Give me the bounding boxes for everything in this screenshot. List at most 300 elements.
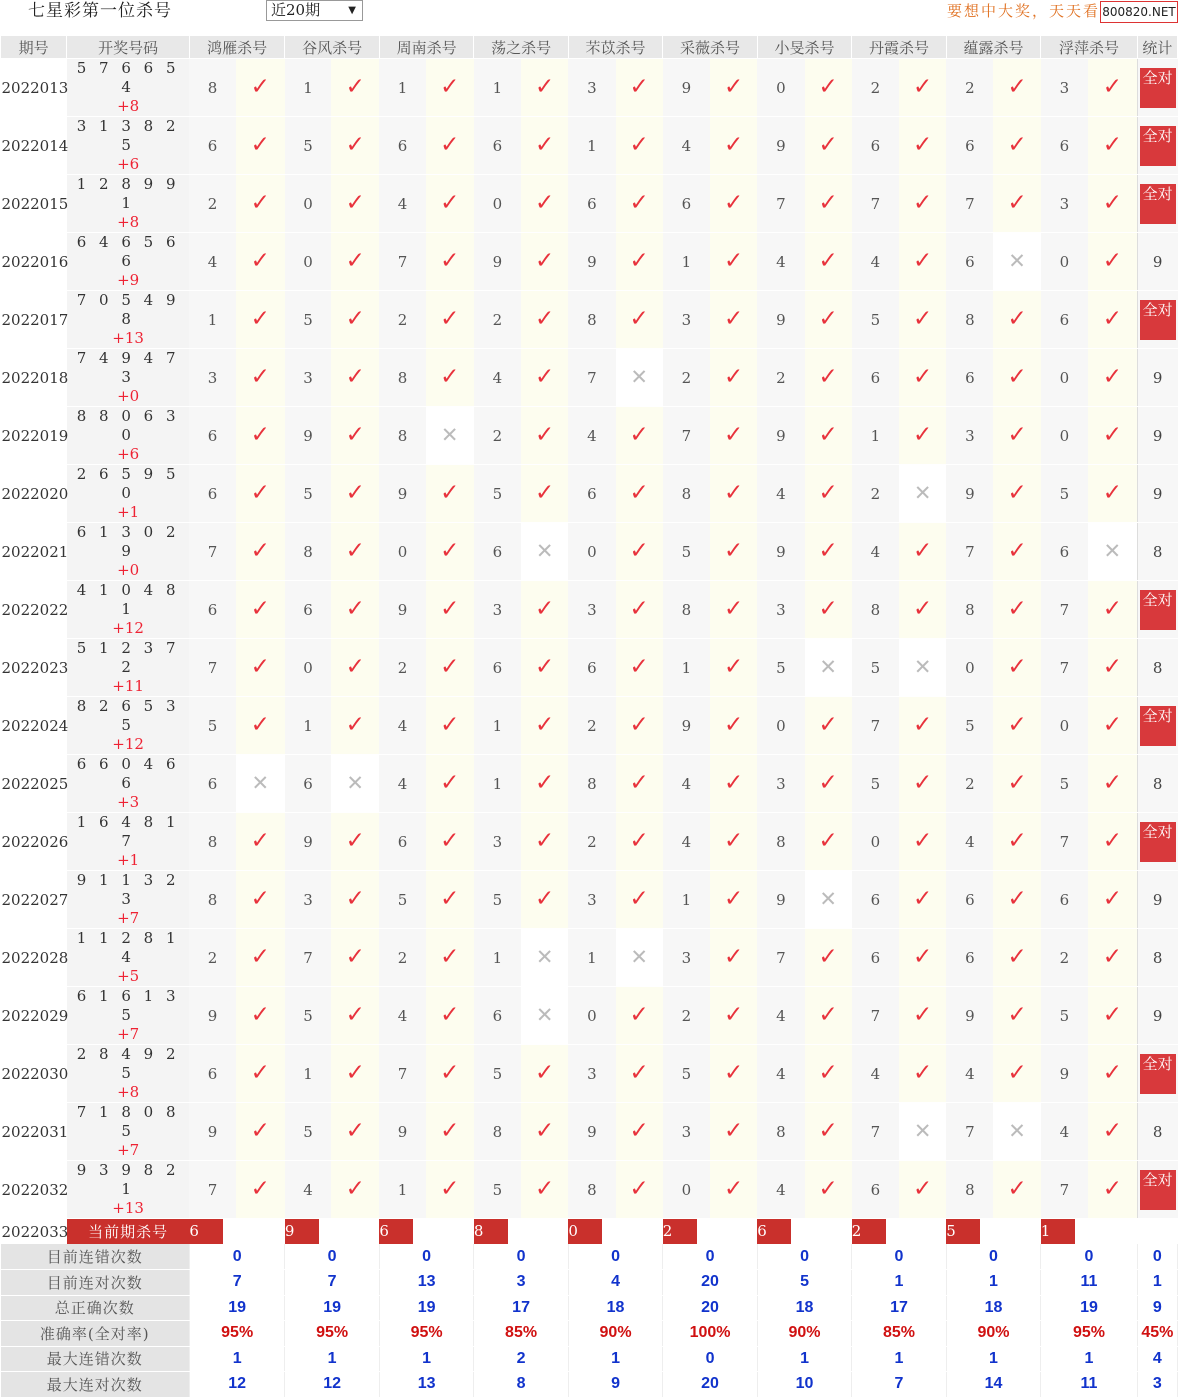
kill-mark-cell [1088,755,1137,813]
all-correct-badge: 全对 [1140,590,1176,630]
cross-icon: ✕ [819,655,837,679]
kill-mark-cell [710,1161,757,1219]
kill-mark-cell [236,581,285,639]
check-icon: ✓ [345,248,365,274]
kill-mark-cell [993,465,1040,523]
kill-mark-cell [899,59,946,117]
check-icon: ✓ [250,712,270,738]
kill-mark-cell [710,813,757,871]
table-row [1,233,1178,291]
summary-value: 0 [285,1244,379,1270]
header-expert[interactable]: 蕴露杀号 [946,36,1040,59]
check-icon: ✓ [250,1002,270,1028]
stat-count: 9 [1152,1006,1163,1025]
kill-mark-cell [1088,523,1137,581]
kill-value-cell: 7 [379,1045,425,1103]
check-icon: ✓ [818,1176,838,1202]
stat-cell [1137,59,1177,117]
issue-cell: 2022016 [1,233,67,291]
kill-mark-cell [236,291,285,349]
kill-value-cell: 4 [379,755,425,813]
kill-value-cell: 5 [474,465,521,523]
issue-cell: 2022015 [1,175,67,233]
check-icon: ✓ [818,74,838,100]
summary-value: 0 [852,1244,946,1270]
check-icon: ✓ [1007,1176,1027,1202]
kill-value-cell: 9 [1041,1045,1088,1103]
current-kill-spacer [710,1219,757,1245]
summary-value: 13 [379,1270,473,1296]
current-kill-cell [852,1219,899,1245]
check-icon: ✓ [724,944,744,970]
kill-mark-cell [899,291,946,349]
kill-value-cell: 9 [474,233,521,291]
kill-value-cell: 0 [474,175,521,233]
kill-mark-cell [805,117,852,175]
kill-mark-cell [993,233,1040,291]
check-icon: ✓ [1007,770,1027,796]
draw-sum: +12 [112,735,144,753]
kill-value-cell: 2 [757,349,804,407]
kill-mark-cell [616,465,663,523]
numbers-cell [67,407,190,465]
check-icon: ✓ [818,190,838,216]
kill-value-cell: 5 [1041,755,1088,813]
header-expert[interactable]: 丹霞杀号 [852,36,946,59]
kill-value-cell: 1 [852,407,899,465]
kill-value-cell: 6 [379,117,425,175]
stat-cell [1137,639,1177,697]
kill-mark-cell [1088,291,1137,349]
draw-numbers: 2 6 5 9 5 0 [76,465,180,502]
check-icon: ✓ [818,248,838,274]
kill-value-cell: 9 [285,813,331,871]
kill-value-cell: 6 [946,349,993,407]
summary-label: 最大连错次数 [1,1346,190,1372]
check-icon: ✓ [818,944,838,970]
draw-numbers: 3 1 3 8 2 5 [76,117,180,154]
check-icon: ✓ [535,1060,555,1086]
cross-icon: ✕ [535,945,554,969]
check-icon: ✓ [535,422,555,448]
check-icon: ✓ [818,422,838,448]
check-icon: ✓ [535,74,555,100]
check-icon: ✓ [1007,1002,1027,1028]
check-icon: ✓ [724,1176,744,1202]
check-icon: ✓ [1007,538,1027,564]
summary-value: 20 [663,1372,757,1398]
check-icon: ✓ [629,886,649,912]
kill-mark-cell [1088,1103,1137,1161]
header-expert[interactable]: 小旻杀号 [757,36,851,59]
check-icon: ✓ [724,190,744,216]
check-icon: ✓ [535,364,555,390]
issue-cell: 2022020 [1,465,67,523]
kill-value-cell: 8 [852,581,899,639]
summary-value: 10 [757,1372,851,1398]
kill-value-cell: 7 [285,929,331,987]
check-icon: ✓ [818,364,838,390]
draw-sum: +1 [117,503,140,521]
kill-mark-cell [1088,871,1137,929]
draw-sum: +9 [117,271,140,289]
kill-mark-cell [616,407,663,465]
kill-value-cell: 9 [946,465,993,523]
summary-value: 95% [1041,1321,1137,1347]
summary-value: 1 [379,1346,473,1372]
check-icon: ✓ [818,1060,838,1086]
kill-mark-cell [521,581,568,639]
kill-value-cell: 7 [946,1103,993,1161]
kill-value-cell: 5 [474,1045,521,1103]
check-icon: ✓ [724,712,744,738]
kill-mark-cell [616,1103,663,1161]
check-icon: ✓ [629,712,649,738]
check-icon: ✓ [1007,654,1027,680]
check-icon: ✓ [724,1002,744,1028]
kill-value-cell: 2 [474,291,521,349]
summary-value: 19 [379,1295,473,1321]
current-kill-cell [379,1219,425,1245]
check-icon: ✓ [629,132,649,158]
issue-cell: 2022026 [1,813,67,871]
kill-mark-cell [236,349,285,407]
summary-value: 85% [474,1321,568,1347]
kill-value-cell: 4 [663,813,710,871]
kill-value-cell: 6 [285,755,331,813]
summary-row [1,1372,1178,1398]
kill-value-cell: 5 [852,291,899,349]
summary-value: 19 [1041,1295,1137,1321]
kill-mark-cell [710,581,757,639]
summary-row [1,1295,1178,1321]
kill-mark-cell [236,755,285,813]
kill-value-cell: 8 [189,871,235,929]
check-icon: ✓ [912,1176,933,1202]
kill-mark-cell [710,987,757,1045]
kill-value-cell: 4 [474,349,521,407]
kill-value-cell: 1 [663,233,710,291]
numbers-cell [67,465,190,523]
kill-mark-cell [616,1045,663,1103]
kill-mark-cell [426,813,474,871]
kill-mark-cell [710,697,757,755]
current-kill-cell [474,1219,521,1245]
check-icon: ✓ [345,886,365,912]
summary-value: 18 [946,1295,1040,1321]
kill-mark-cell [710,465,757,523]
kill-mark-cell [899,987,946,1045]
kill-mark-cell [331,117,379,175]
all-correct-badge: 全对 [1140,1054,1176,1094]
table-row [1,523,1178,581]
kill-value-cell: 3 [285,349,331,407]
kill-mark-cell [710,117,757,175]
draw-numbers: 7 4 9 4 7 3 [76,349,180,386]
kill-mark-cell [805,1161,852,1219]
kill-mark-cell [993,1161,1040,1219]
current-kill-badge: 8 [474,1219,508,1244]
kill-value-cell: 8 [663,581,710,639]
check-icon: ✓ [818,596,838,622]
check-icon: ✓ [912,1060,933,1086]
kill-mark-cell [426,291,474,349]
kill-mark-cell [426,1103,474,1161]
kill-mark-cell [521,1045,568,1103]
kill-value-cell: 6 [568,175,615,233]
current-kill-spacer [1088,1219,1137,1245]
kill-value-cell: 6 [852,929,899,987]
kill-mark-cell [521,465,568,523]
kill-value-cell: 7 [1041,581,1088,639]
check-icon: ✓ [345,74,365,100]
issue-cell: 2022028 [1,929,67,987]
kill-mark-cell [236,1103,285,1161]
kill-value-cell: 7 [852,175,899,233]
kill-value-cell: 0 [757,59,804,117]
kill-mark-cell [521,407,568,465]
kill-mark-cell [331,407,379,465]
table-row [1,117,1178,175]
check-icon: ✓ [345,1060,365,1086]
kill-value-cell: 8 [379,407,425,465]
kill-mark-cell [426,581,474,639]
stat-cell [1137,523,1177,581]
header-expert[interactable]: 浮萍杀号 [1041,36,1137,59]
kill-value-cell: 7 [1041,639,1088,697]
header-expert[interactable]: 鸿雁杀号 [189,36,284,59]
header-expert[interactable]: 荡之杀号 [474,36,568,59]
cross-icon: ✕ [1008,249,1026,273]
kill-mark-cell [1088,929,1137,987]
cross-icon: ✕ [1103,539,1122,563]
current-kill-badge: 6 [189,1219,223,1244]
check-icon: ✓ [724,74,744,100]
check-icon: ✓ [440,828,460,854]
kill-value-cell: 7 [852,697,899,755]
issue-cell: 2022018 [1,349,67,407]
draw-numbers: 6 1 6 1 3 5 [76,987,180,1024]
kill-mark-cell [331,349,379,407]
cross-icon: ✕ [346,771,365,795]
kill-value-cell: 4 [946,813,993,871]
summary-value: 0 [757,1244,851,1270]
check-icon: ✓ [250,306,270,332]
check-icon: ✓ [1007,712,1027,738]
kill-mark-cell [899,407,946,465]
check-icon: ✓ [1007,480,1027,506]
header-issue: 期号 [1,36,67,59]
kill-value-cell: 6 [189,465,235,523]
check-icon: ✓ [724,1060,744,1086]
check-icon: ✓ [629,828,649,854]
header-expert[interactable]: 芣苡杀号 [568,36,662,59]
kill-mark-cell [993,1103,1040,1161]
stat-count: 8 [1152,658,1163,677]
summary-value: 95% [379,1321,473,1347]
check-icon: ✓ [1102,1060,1122,1086]
kill-value-cell: 2 [663,349,710,407]
kill-value-cell: 3 [189,349,235,407]
period-select-value: 近20期 [271,1,321,19]
check-icon: ✓ [724,886,744,912]
kill-mark-cell [899,523,946,581]
check-icon: ✓ [629,596,649,622]
header-expert[interactable]: 谷风杀号 [285,36,379,59]
check-icon: ✓ [345,538,365,564]
check-icon: ✓ [250,538,270,564]
kill-mark-cell [521,291,568,349]
table-row [1,755,1178,813]
check-icon: ✓ [724,422,744,448]
site-badge[interactable]: 800820.NET [1100,1,1178,23]
check-icon: ✓ [818,132,838,158]
kill-value-cell: 8 [379,349,425,407]
stat-cell [1137,581,1177,639]
kill-mark-cell [710,929,757,987]
kill-mark-cell [899,1045,946,1103]
kill-value-cell: 4 [757,465,804,523]
kill-mark-cell [426,117,474,175]
check-icon: ✓ [345,1118,365,1144]
check-icon: ✓ [724,248,744,274]
check-icon: ✓ [1102,770,1122,796]
kill-mark-cell [331,175,379,233]
table-row [1,1045,1178,1103]
kill-value-cell: 4 [757,987,804,1045]
period-select[interactable] [266,0,363,21]
kill-value-cell: 6 [189,1045,235,1103]
kill-mark-cell [331,697,379,755]
check-icon: ✓ [1007,364,1027,390]
kill-value-cell: 9 [379,581,425,639]
check-icon: ✓ [535,828,555,854]
kill-mark-cell [899,929,946,987]
stat-cell [1137,755,1177,813]
stat-cell [1137,929,1177,987]
kill-mark-cell [236,117,285,175]
cross-icon: ✕ [251,771,270,795]
kill-mark-cell [236,871,285,929]
draw-sum: +8 [117,213,140,231]
check-icon: ✓ [1102,654,1122,680]
kill-value-cell: 1 [285,59,331,117]
kill-value-cell: 2 [379,639,425,697]
numbers-cell [67,581,190,639]
check-icon: ✓ [440,770,460,796]
summary-value: 0 [189,1244,284,1270]
check-icon: ✓ [440,132,460,158]
kill-value-cell: 4 [663,755,710,813]
check-icon: ✓ [912,944,933,970]
numbers-cell [67,59,190,117]
check-icon: ✓ [250,480,270,506]
issue-cell: 2022031 [1,1103,67,1161]
kill-mark-cell [805,639,852,697]
check-icon: ✓ [629,770,649,796]
check-icon: ✓ [1102,190,1122,216]
stat-count: 9 [1152,890,1163,909]
current-issue: 2022033 [1,1219,67,1245]
table-row [1,59,1178,117]
check-icon: ✓ [912,596,933,622]
kill-mark-cell [899,697,946,755]
table-row [1,407,1178,465]
current-kill-spacer [805,1219,852,1245]
draw-rows [1,59,1178,1219]
current-kill-spacer [899,1219,946,1245]
issue-cell: 2022030 [1,1045,67,1103]
kill-mark-cell [616,175,663,233]
draw-sum: +7 [117,909,140,927]
draw-numbers: 8 8 0 6 3 0 [76,407,180,444]
draw-sum: +3 [117,793,140,811]
kill-mark-cell [805,291,852,349]
summary-value: 1 [189,1346,284,1372]
kill-mark-cell [805,581,852,639]
kill-value-cell: 3 [474,813,521,871]
issue-cell: 2022019 [1,407,67,465]
kill-mark-cell [521,175,568,233]
kill-mark-cell [426,465,474,523]
stat-cell [1137,291,1177,349]
kill-value-cell: 3 [1041,175,1088,233]
check-icon: ✓ [250,886,270,912]
kill-mark-cell [521,1103,568,1161]
kill-value-cell: 1 [663,871,710,929]
kill-value-cell: 4 [757,1161,804,1219]
draw-numbers: 5 7 6 6 5 4 [76,59,180,96]
kill-mark-cell [1088,1045,1137,1103]
draw-numbers: 1 1 2 8 1 4 [76,929,180,966]
kill-mark-cell [993,697,1040,755]
kill-mark-cell [616,1161,663,1219]
draw-numbers: 9 3 9 8 2 1 [76,1161,180,1198]
kill-mark-cell [236,1161,285,1219]
kill-mark-cell [616,581,663,639]
kill-mark-cell [899,755,946,813]
kill-value-cell: 9 [757,523,804,581]
kill-value-cell: 5 [1041,987,1088,1045]
kill-value-cell: 6 [189,117,235,175]
header-expert[interactable]: 周南杀号 [379,36,473,59]
current-stat-empty [1137,1219,1177,1245]
kill-value-cell: 6 [852,117,899,175]
kill-mark-cell [331,929,379,987]
table-row [1,465,1178,523]
numbers-cell [67,639,190,697]
kill-value-cell: 1 [474,929,521,987]
kill-value-cell: 4 [379,175,425,233]
check-icon: ✓ [629,422,649,448]
cross-icon: ✕ [440,423,459,447]
check-icon: ✓ [250,364,270,390]
kill-value-cell: 6 [189,581,235,639]
summary-value: 85% [852,1321,946,1347]
summary-value: 1 [852,1270,946,1296]
all-correct-badge: 全对 [1140,68,1176,108]
kill-mark-cell [331,1045,379,1103]
check-icon: ✓ [1102,1176,1122,1202]
summary-value: 100% [663,1321,757,1347]
header-expert[interactable]: 采薇杀号 [663,36,757,59]
summary-stat: 4 [1137,1346,1177,1372]
check-icon: ✓ [1102,596,1122,622]
kill-value-cell: 6 [1041,871,1088,929]
check-icon: ✓ [1102,480,1122,506]
kill-mark-cell [1088,117,1137,175]
kill-value-cell: 8 [663,465,710,523]
